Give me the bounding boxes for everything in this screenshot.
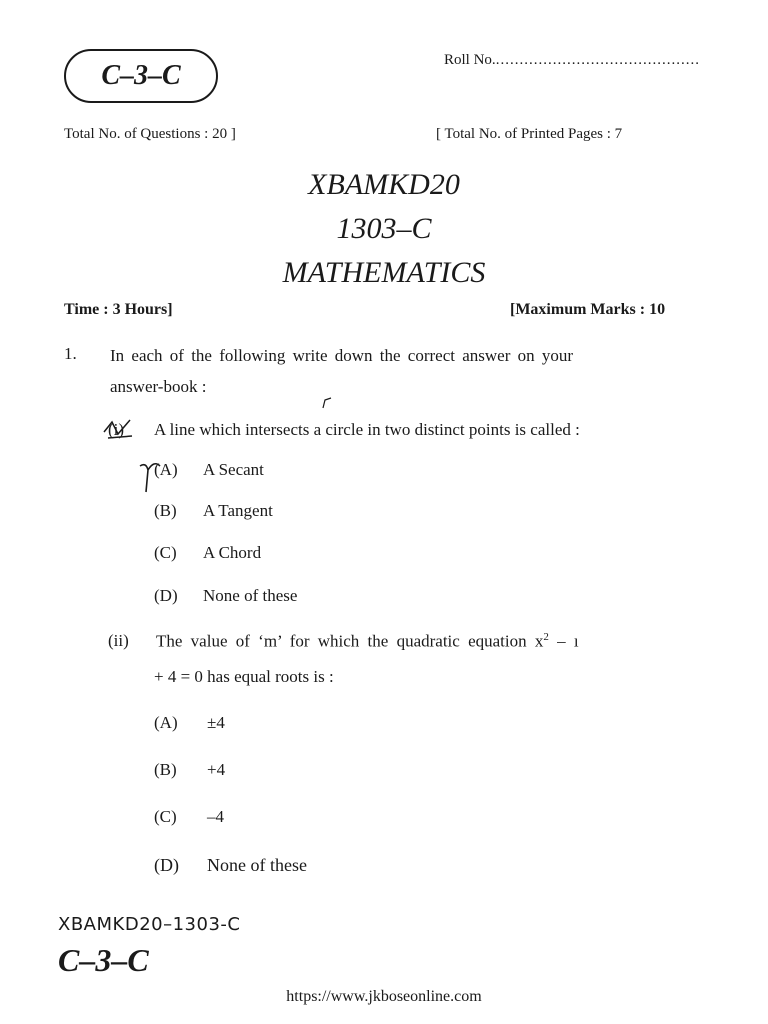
option-ii-b-label: (B) bbox=[154, 760, 177, 779]
option-i-b-label: (B) bbox=[154, 501, 177, 520]
max-marks-label: [Maximum Marks : 10 bbox=[510, 301, 666, 318]
sub-question-ii-line-1 bbox=[156, 631, 579, 652]
instruction-line-1: In each of the following write down the correct answer on your bbox=[110, 346, 574, 365]
option-ii-c-label: (C) bbox=[154, 807, 177, 826]
option-ii-a-text: ±4 bbox=[207, 713, 225, 732]
option-i-c-text: A Chord bbox=[203, 543, 262, 562]
instruction-line-2: answer-book : bbox=[110, 377, 207, 396]
option-i-d-text: None of these bbox=[203, 586, 298, 605]
option-ii-a-label: (A) bbox=[154, 713, 178, 732]
option-i-b-text: A Tangent bbox=[203, 501, 273, 520]
option-i-d-label: (D) bbox=[154, 586, 178, 605]
source-url: https://www.jkboseonline.com bbox=[286, 988, 482, 1005]
option-i-a-text: A Secant bbox=[203, 460, 264, 479]
code-title: 1303–C bbox=[336, 212, 432, 245]
total-pages: [ Total No. of Printed Pages : 7 bbox=[436, 126, 623, 142]
series-title: XBAMKD20 bbox=[308, 168, 460, 201]
option-ii-d-label: (D) bbox=[154, 855, 179, 875]
total-questions: Total No. of Questions : 20 ] bbox=[64, 126, 236, 142]
handwritten-answer-mark bbox=[136, 456, 166, 496]
sub-question-ii-line-2: + 4 = 0 has equal roots is : bbox=[154, 667, 334, 686]
sub-question-ii-text-post: – ı bbox=[548, 631, 579, 651]
sub-question-ii-text-pre: The value of ‘m’ for which the quadratic equation x bbox=[156, 631, 544, 651]
sub-question-i-number: (i) bbox=[108, 420, 125, 439]
option-i-a-label: (A) bbox=[154, 460, 178, 479]
exponent: 2 bbox=[543, 631, 549, 643]
sub-question-ii-number: (ii) bbox=[108, 631, 129, 650]
question-number: 1. bbox=[64, 344, 77, 363]
sub-question-i-text: A line which intersects a circle in two distinct points is called : bbox=[154, 420, 580, 439]
option-ii-d-text: None of these bbox=[207, 855, 307, 875]
handwritten-tick-mark bbox=[100, 414, 140, 444]
option-i-c-label: (C) bbox=[154, 543, 177, 562]
roll-dots: ........................................... bbox=[495, 52, 700, 68]
paper-code-badge bbox=[64, 49, 218, 103]
footer-code: XBAMKD20–1303-C bbox=[58, 914, 241, 935]
roll-number-line bbox=[444, 52, 700, 69]
pen-mark bbox=[320, 396, 334, 410]
footer-paper-code: C–3–C bbox=[58, 942, 149, 978]
option-ii-c-text: –4 bbox=[207, 807, 224, 826]
subject-title: MATHEMATICS bbox=[282, 256, 486, 289]
time-label: Time : 3 Hours] bbox=[64, 301, 173, 318]
paper-code: C–3–C bbox=[101, 60, 181, 91]
roll-label: Roll No. bbox=[444, 52, 496, 68]
option-ii-b-text: +4 bbox=[207, 760, 226, 779]
